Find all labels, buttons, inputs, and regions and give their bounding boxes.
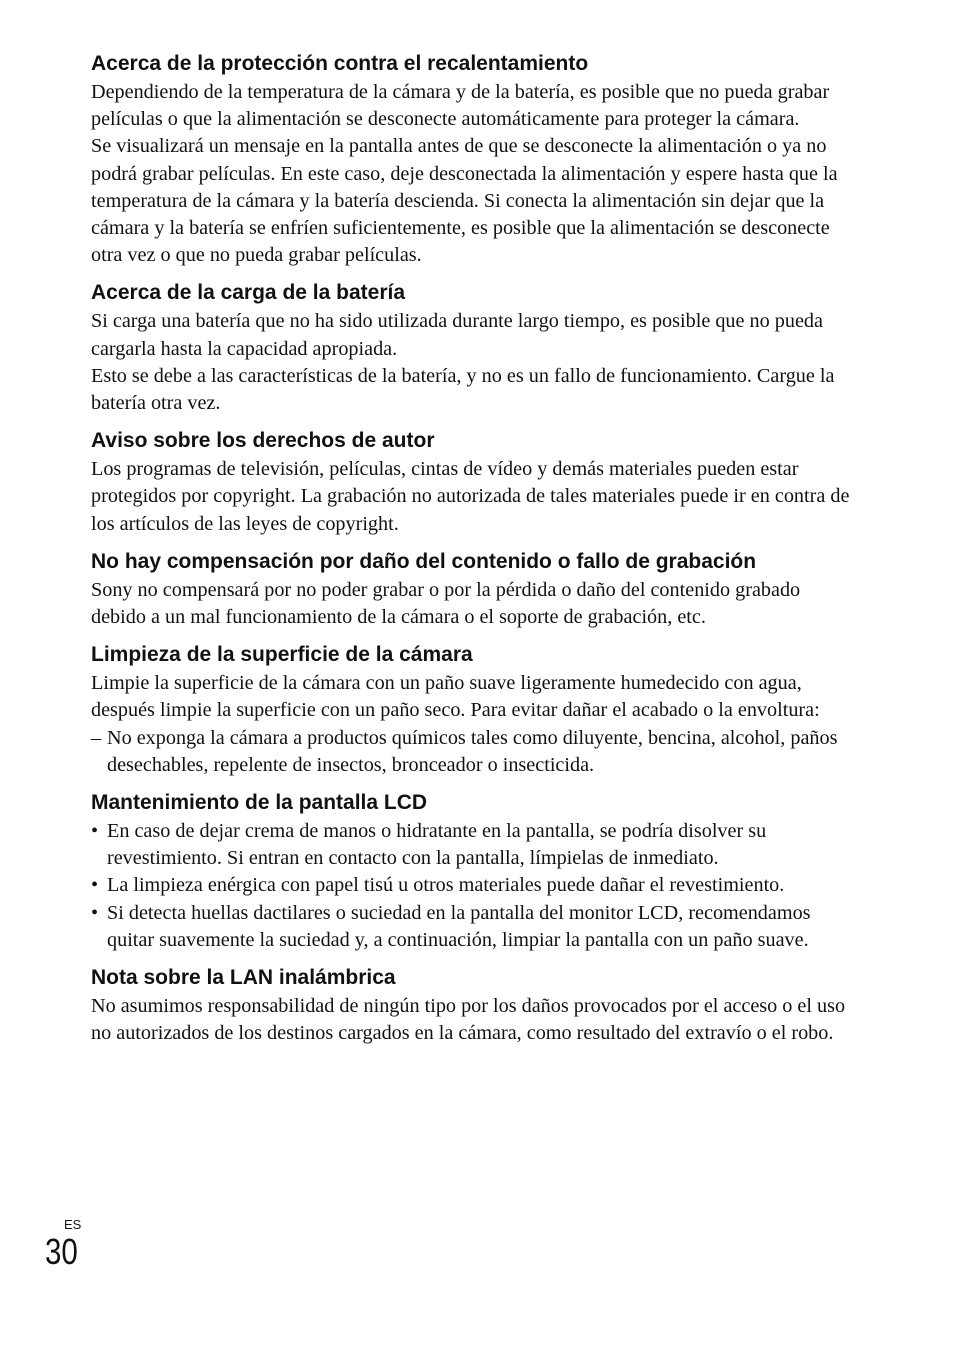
bullet-marker: • (91, 901, 99, 924)
paragraph: Dependiendo de la temperatura de la cámara y de la batería, es posible que no pueda grabar películas o que la alimentación se desconecte automáticamente para proteger la cámara. (91, 81, 830, 131)
bullet-list-item (91, 872, 851, 899)
paragraph: Limpie la superficie de la cámara con un paño suave ligeramente humedecido con agua, después limpie la superficie con un paño seco. Para evitar dañar el acabado o la envoltura: (91, 672, 820, 722)
page-number: 30 (45, 1231, 78, 1272)
section-heading: No hay compensación por daño del contenido o fallo de grabación (91, 549, 757, 573)
section-heading: Acerca de la protección contra el recalentamiento (91, 52, 589, 75)
manual-page-content (91, 50, 851, 1057)
paragraph: Los programas de televisión, películas, cintas de vídeo y demás materiales pueden estar protegidos por copyright. La grabación no autorizada de tales materiales puede ir en contra de los artículos de las leyes de copyright. (91, 458, 850, 535)
list-item-text: Si detecta huellas dactilares o suciedad en la pantalla del monitor LCD, recomendamos quitar suavemente la suciedad y, a continuación, limpiar la pantalla con un paño suave. (107, 901, 811, 951)
dash-list-item (91, 725, 851, 779)
section-no-compensation (91, 548, 851, 631)
section-battery-charging (91, 279, 851, 417)
bullet-marker: • (91, 820, 99, 843)
paragraph: Se visualizará un mensaje en la pantalla antes de que se desconecte la alimentación o ya no podrá grabar películas. En este caso, deje desconectada la alimentación y espere hasta que la temperatura de la cámara y la batería descienda. Si conecta la alimentación sin dejar que la cámara y la batería se enfríen suficientemente, es posible que la alimentación se desconecte otra vez o que no pueda grabar películas. (91, 135, 838, 267)
section-wireless-lan-note (91, 964, 851, 1047)
section-camera-surface-cleaning (91, 641, 851, 779)
paragraph: Sony no compensará por no poder grabar o por la pérdida o daño del contenido grabado debido a un mal funcionamiento de la cámara o el soporte de grabación, etc. (91, 578, 801, 629)
section-heading: Acerca de la carga de la batería (91, 281, 406, 305)
list-item-text: En caso de dejar crema de manos o hidratante en la pantalla, se podría disolver su revestimiento. Si entran en contacto con la pantalla, límpielas de inmediato. (107, 820, 767, 870)
paragraph: Esto se debe a las características de la batería, y no es un fallo de funcionamiento. Cargue la batería otra vez. (91, 364, 835, 415)
section-lcd-maintenance (91, 789, 851, 954)
list-item-text: La limpieza enérgica con papel tisú u otros materiales puede dañar el revestimiento. (107, 874, 785, 897)
page-footer (45, 1218, 85, 1270)
section-heading: Aviso sobre los derechos de autor (91, 429, 435, 453)
section-heading: Nota sobre la LAN inalámbrica (91, 966, 396, 990)
section-heading: Limpieza de la superficie de la cámara (91, 643, 473, 667)
paragraph: Si carga una batería que no ha sido utilizada durante largo tiempo, es posible que no pueda cargarla hasta la capacidad apropiada. (91, 310, 823, 360)
section-copyright-notice (91, 427, 851, 538)
paragraph: No asumimos responsabilidad de ningún tipo por los daños provocados por el acceso o el uso no autorizados de los destinos cargados en la cámara, como resultado del extravío o el robo. (91, 995, 846, 1045)
dash-marker: – (91, 726, 102, 749)
list-item-text: No exponga la cámara a productos químicos tales como diluyente, bencina, alcohol, paños desechables, repelente de insectos, bronceador o insecticida. (107, 726, 838, 776)
bullet-list-item (91, 818, 851, 872)
section-heading: Mantenimiento de la pantalla LCD (91, 791, 428, 815)
language-code: ES (64, 1217, 82, 1232)
bullet-marker: • (91, 874, 99, 897)
section-overheat-protection (91, 50, 851, 269)
bullet-list-item (91, 900, 851, 954)
